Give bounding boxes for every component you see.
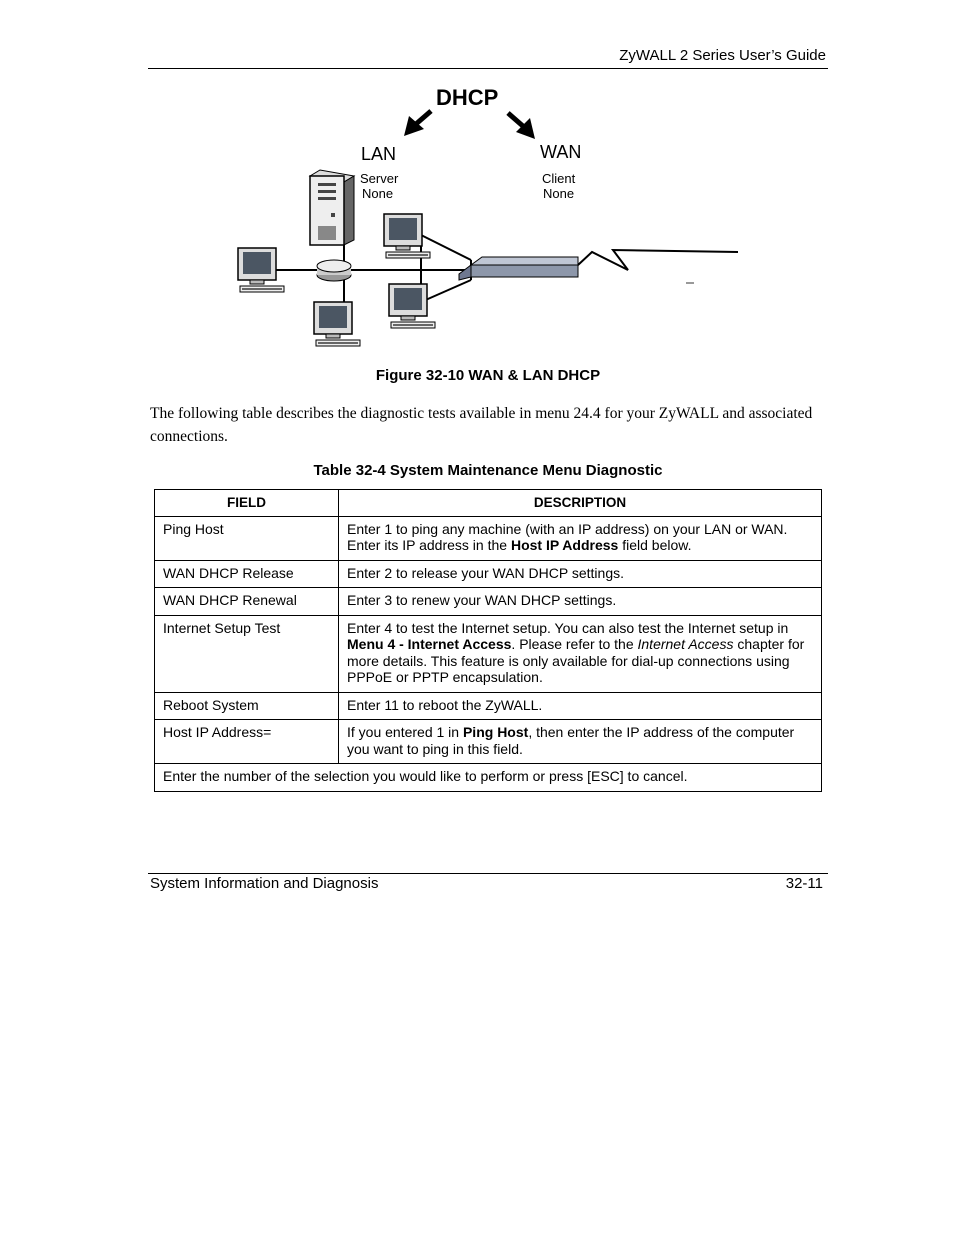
description-emphasis: Host IP Address: [510, 537, 619, 553]
wan-label: WAN: [540, 142, 582, 162]
dhcp-label: DHCP: [436, 85, 499, 110]
header-rule: [148, 68, 828, 69]
table-footer-note: Enter the number of the selection you would like to perform or press [ESC] to cancel.: [155, 764, 822, 792]
field-cell: Ping Host: [155, 516, 339, 560]
table-row: [155, 720, 822, 764]
footer-rule: [148, 873, 828, 874]
intro-paragraph: The following table describes the diagnostic tests available in menu 24.4 for your ZyWALL and associated connections.: [150, 405, 813, 445]
column-header-description: DESCRIPTION: [339, 490, 822, 517]
description-italic: Internet Access: [637, 636, 734, 652]
wan-value: None: [543, 186, 575, 201]
description-cell: [339, 516, 822, 560]
figure-caption: Figure 32-10 WAN & LAN DHCP: [375, 367, 601, 384]
description-emphasis: Menu 4 - Internet Access: [347, 636, 512, 652]
description-cell: Enter 11 to reboot the ZyWALL.: [339, 692, 822, 720]
table-caption: Table 32-4 System Maintenance Menu Diagnostic: [313, 462, 663, 479]
diagnostic-table: [154, 489, 822, 792]
description-cell: Enter 3 to renew your WAN DHCP settings.: [339, 588, 822, 616]
table-row: [155, 588, 822, 616]
arrow-to-lan-icon: [404, 111, 431, 136]
description-text: If you entered 1 in: [347, 724, 463, 740]
lan-label: LAN: [361, 144, 397, 164]
description-cell: [339, 720, 822, 764]
field-cell: Host IP Address=: [155, 720, 339, 764]
computer-icon: [389, 284, 435, 328]
field-cell: WAN DHCP Release: [155, 560, 339, 588]
description-text: Enter 1 to ping any machine (with an IP address) on your LAN or WAN. Enter its IP address in the: [347, 520, 788, 553]
field-cell: Internet Setup Test: [155, 615, 339, 692]
footer-section-title: System Information and Diagnosis: [150, 875, 379, 892]
hub-icon: [317, 260, 351, 281]
lan-value: None: [362, 186, 394, 201]
table-row: [155, 516, 822, 560]
dhcp-network-diagram: [226, 80, 746, 352]
table-row: [155, 560, 822, 588]
description-text: , then enter the IP address of the computer you want to ping in this field.: [347, 724, 795, 757]
zywall-device-icon: [459, 257, 578, 280]
running-header: ZyWALL 2 Series User’s Guide: [619, 47, 826, 64]
table-header-row: [155, 490, 822, 517]
table-row: [155, 615, 822, 692]
arrow-to-wan-icon: [508, 113, 535, 139]
computer-icon: [314, 302, 360, 346]
field-cell: Reboot System: [155, 692, 339, 720]
description-emphasis: Ping Host: [462, 724, 529, 740]
description-cell: Enter 2 to release your WAN DHCP settings.: [339, 560, 822, 588]
field-cell: WAN DHCP Renewal: [155, 588, 339, 616]
description-text: Enter 4 to test the Internet setup. You can also test the Internet setup in: [347, 619, 789, 636]
table-row: [155, 692, 822, 720]
description-cell: [339, 615, 822, 692]
lan-role: Server: [360, 171, 399, 186]
server-icon: [310, 170, 354, 245]
description-text: . Please refer to the: [511, 636, 638, 652]
wan-role: Client: [542, 171, 576, 186]
description-text: chapter for more details. This feature is only available for dial-up connections using PPPoE or PPTP encapsulation.: [347, 636, 805, 685]
description-text: field below.: [618, 537, 692, 553]
table-footer-row: [155, 764, 822, 792]
column-header-field: FIELD: [155, 490, 339, 517]
footer-page-number: 32-11: [785, 875, 823, 892]
